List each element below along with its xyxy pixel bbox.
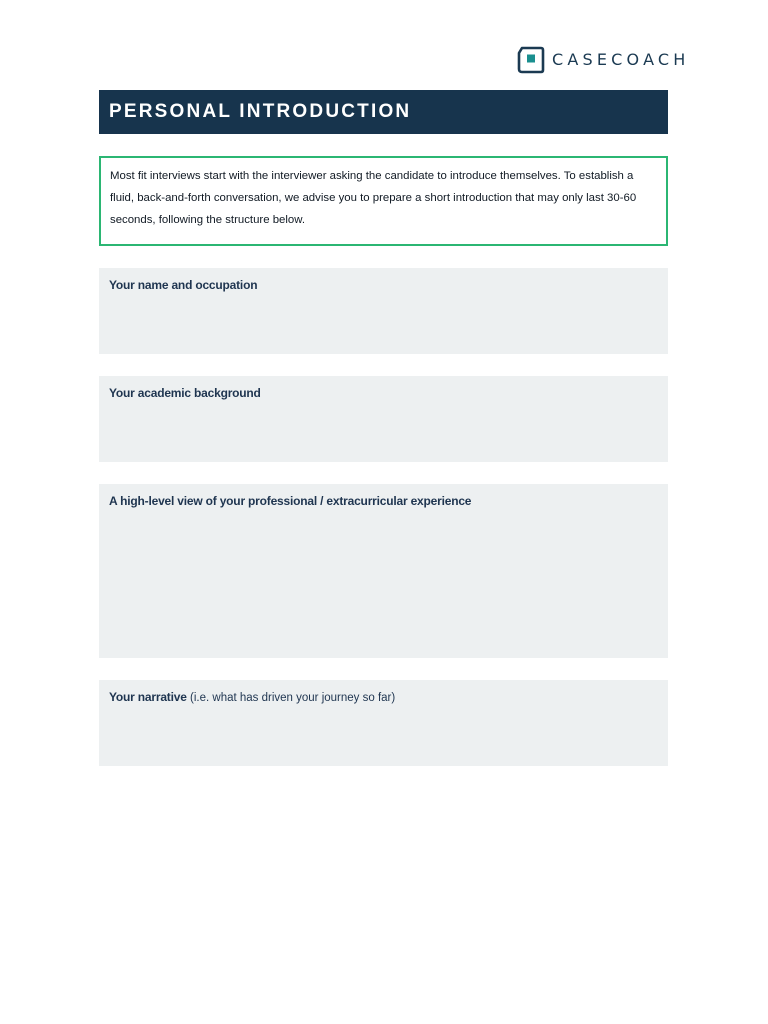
- field-label-text: A high-level view of your professional / extracurricular experience: [109, 494, 472, 508]
- field-label-text: Your academic background: [109, 386, 261, 400]
- field-label-text: Your narrative: [109, 690, 187, 704]
- field-label: [109, 689, 658, 706]
- experience-field[interactable]: [99, 484, 668, 658]
- field-label: [109, 277, 658, 293]
- field-label-text: Your name and occupation: [109, 278, 258, 292]
- intro-text: Most fit interviews start with the interviewer asking the candidate to introduce themselves. To establish a fluid, back-and-forth conversation, we advise you to prepare a short introduction that may only last 30-60 seconds, following the structure below.: [110, 170, 637, 226]
- academic-background-field[interactable]: [99, 376, 668, 462]
- field-label: [109, 493, 658, 509]
- name-occupation-field[interactable]: [99, 268, 668, 354]
- intro-box: [99, 156, 668, 246]
- page-title: PERSONAL INTRODUCTION: [109, 101, 412, 122]
- field-hint: (i.e. what has driven your journey so far): [190, 692, 396, 704]
- casecoach-logo-icon: [517, 46, 545, 74]
- field-label: [109, 385, 658, 401]
- narrative-field[interactable]: [99, 680, 668, 766]
- brand-name: CASECOACH: [552, 50, 690, 69]
- brand-logo: [517, 44, 690, 76]
- page-title-bar: [99, 90, 668, 134]
